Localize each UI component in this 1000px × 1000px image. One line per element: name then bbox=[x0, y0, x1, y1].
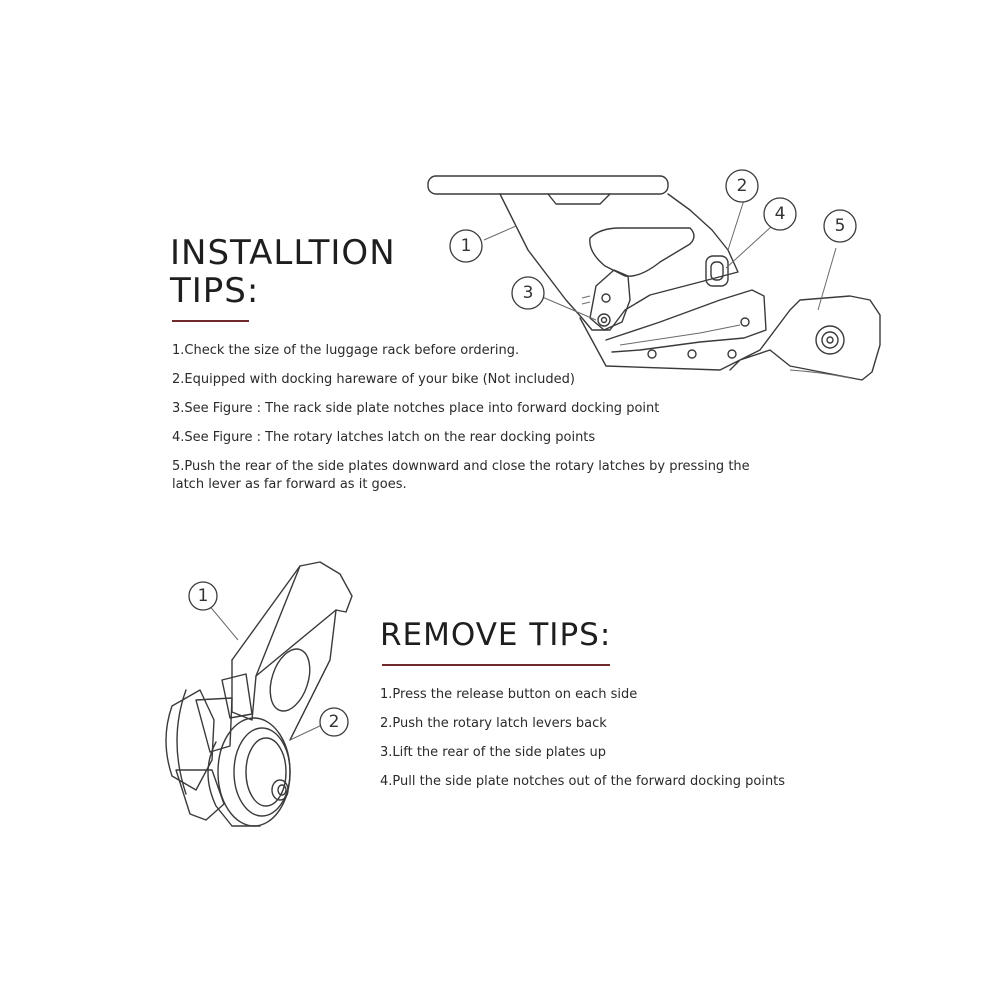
remove-tip: 1.Press the release button on each side bbox=[380, 687, 638, 702]
callout-2-label: 2 bbox=[736, 176, 748, 196]
remove-callout-2-label: 2 bbox=[328, 712, 340, 732]
installation-tip: 1.Check the size of the luggage rack before ordering. bbox=[172, 343, 520, 358]
installation-title-line1: INSTALLTION bbox=[170, 233, 396, 273]
remove-title-rule bbox=[382, 664, 610, 666]
installation-tip: 4.See Figure : The rotary latches latch on the rear docking points bbox=[172, 430, 596, 445]
remove-tip: 2.Push the rotary latch levers back bbox=[380, 716, 607, 731]
installation-tip: 2.Equipped with docking hareware of your bike (Not included) bbox=[172, 372, 575, 387]
remove-callout-1-label: 1 bbox=[197, 586, 209, 606]
callout-4-label: 4 bbox=[774, 204, 786, 224]
remove-tip: 3.Lift the rear of the side plates up bbox=[380, 745, 607, 760]
installation-tip: 3.See Figure : The rack side plate notches place into forward docking point bbox=[172, 401, 660, 416]
callout-5-label: 5 bbox=[834, 216, 846, 236]
installation-title-line2: TIPS: bbox=[170, 271, 260, 312]
installation-tip: latch lever as far forward as it goes. bbox=[172, 477, 407, 492]
remove-tips-list bbox=[380, 687, 920, 790]
callout-3-label: 3 bbox=[522, 283, 534, 303]
remove-callout-1 bbox=[189, 582, 217, 610]
remove-tip: 4.Pull the side plate notches out of the forward docking points bbox=[380, 774, 786, 789]
remove-title: REMOVE TIPS: bbox=[380, 617, 612, 653]
remove-callout-2 bbox=[320, 708, 348, 736]
installation-tip: 5.Push the rear of the side plates downward and close the rotary latches by pressing the bbox=[172, 459, 750, 474]
callout-1-label: 1 bbox=[460, 236, 472, 256]
